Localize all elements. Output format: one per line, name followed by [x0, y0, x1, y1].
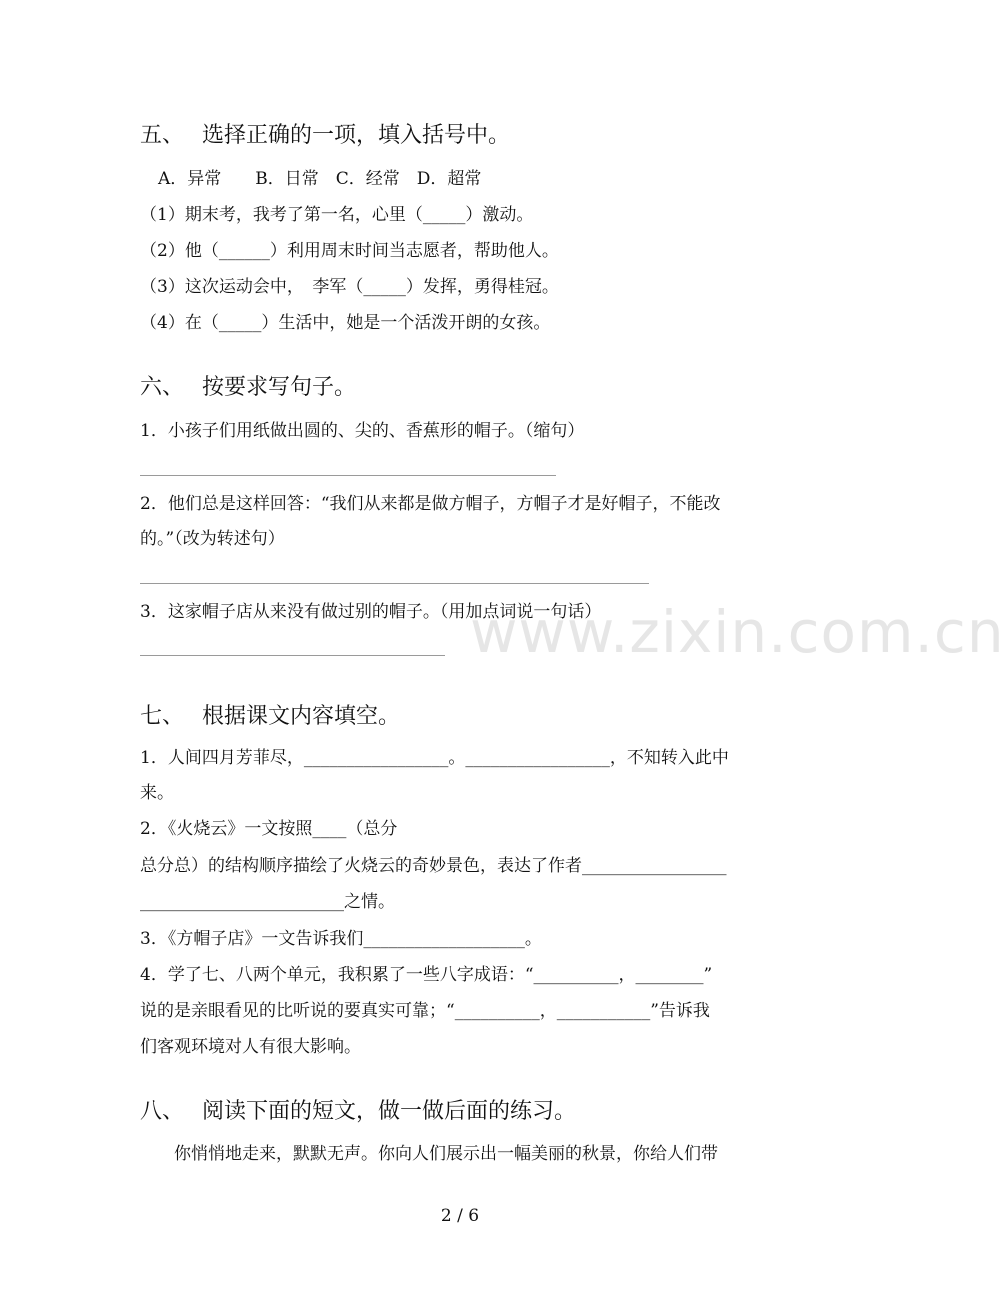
section-7-heading: [140, 703, 400, 731]
section-5-options: A．异常 B．日常 C．经常 D．超常: [158, 169, 482, 189]
section-5-question-2: （2）他（______）利用周末时间当志愿者，帮助他人。: [140, 241, 559, 261]
section-6-number: 六、: [140, 375, 185, 400]
section-5-question-3: （3）这次运动会中， 李军（_____）发挥，勇得桂冠。: [140, 277, 559, 297]
section-7-question-1-line-1: 1．人间四月芳菲尽，_________________。_________________，不知转入此中: [140, 748, 729, 768]
section-8-number: 八、: [140, 1099, 185, 1124]
section-6-heading: [140, 374, 356, 402]
section-7-question-2-line-2: 总分总）的结构顺序描绘了火烧云的奇妙景色，表达了作者_________________: [140, 856, 727, 876]
section-6-title: 按要求写句子。: [202, 375, 357, 400]
section-8-heading: [140, 1098, 576, 1126]
section-5-title: 选择正确的一项，填入括号中。: [202, 123, 511, 148]
section-7-number: 七、: [140, 704, 185, 729]
reading-passage-line-1: 你悄悄地走来，默默无声。你向人们展示出一幅美丽的秋景，你给人们带: [174, 1144, 718, 1164]
section-7-question-4-line-3: 们客观环境对人有很大影响。: [140, 1037, 361, 1057]
section-6-question-3: 3．这家帽子店从来没有做过别的帽子。（用加点词说一句话）: [140, 602, 602, 622]
section-7-title: 根据课文内容填空。: [202, 704, 401, 729]
section-5-question-4: （4）在（_____）生活中，她是一个活泼开朗的女孩。: [140, 313, 551, 333]
page-number: 2 / 6: [440, 1206, 480, 1226]
answer-line-3[interactable]: [140, 655, 445, 656]
section-7-question-4-line-2: 说的是亲眼看见的比听说的要真实可靠；“__________，___________”告诉我: [140, 1001, 710, 1021]
section-6-question-2-line-2: 的。”（改为转述句）: [140, 529, 285, 549]
section-7-question-2-line-3: ________________________之情。: [140, 892, 395, 912]
section-7-question-2-line-1: 2．《火烧云》一文按照____（总分: [140, 819, 398, 839]
watermark: www.zixin.com.cn: [470, 598, 1005, 666]
section-7-question-1-line-2: 来。: [140, 783, 174, 803]
section-7-question-3: 3．《方帽子店》一文告诉我们___________________。: [140, 929, 542, 949]
section-6-question-2-line-1: 2．他们总是这样回答：“我们从来都是做方帽子，方帽子才是好帽子，不能改: [140, 494, 721, 514]
section-5-heading: [140, 122, 510, 150]
section-6-question-1: 1．小孩子们用纸做出圆的、尖的、香蕉形的帽子。（缩句）: [140, 421, 585, 441]
section-8-title: 阅读下面的短文，做一做后面的练习。: [202, 1099, 577, 1124]
section-5-question-1: （1）期末考，我考了第一名，心里（_____）激动。: [140, 205, 534, 225]
section-7-question-4-line-1: 4．学了七、八两个单元，我积累了一些八字成语：“__________，________”: [140, 965, 713, 985]
answer-line-1[interactable]: [140, 475, 556, 476]
section-5-number: 五、: [140, 123, 185, 148]
answer-line-2[interactable]: [140, 583, 649, 584]
